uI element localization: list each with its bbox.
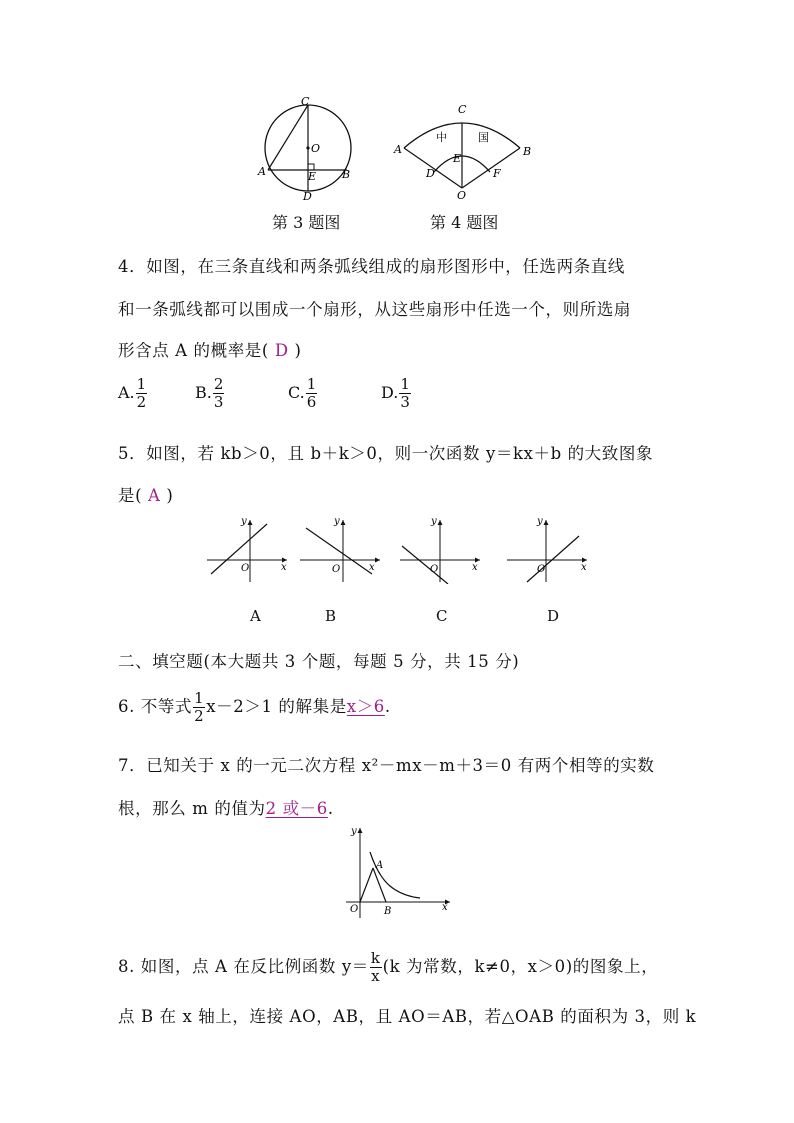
- q4-option-d: [381, 376, 412, 411]
- q8-fraction: [370, 950, 382, 985]
- fraction-numerator: k: [370, 949, 381, 967]
- option-fraction: [306, 376, 318, 411]
- q5-line-1: 5．如图，若 kb＞0，且 b＋k＞0，则一次函数 y＝kx＋b 的大致图象: [118, 444, 654, 463]
- origin-label: O: [241, 563, 250, 574]
- axis-x-label: x: [581, 562, 587, 573]
- fraction-numerator: 1: [136, 375, 147, 393]
- label-E: E: [308, 170, 317, 183]
- q6-text-mid: x－2＞1 的解集是: [206, 697, 347, 716]
- q5-answer: A: [148, 486, 161, 505]
- figure-4-diagram: [390, 100, 540, 200]
- axis-x-label: x: [369, 562, 375, 573]
- axis-x-label: x: [281, 562, 287, 573]
- label-D: D: [426, 167, 435, 180]
- q4-option-a: [118, 376, 148, 411]
- label-guo: 国: [478, 131, 489, 144]
- q7-line-2: [118, 795, 334, 819]
- q4-option-c: [288, 376, 318, 411]
- label-B: B: [384, 906, 392, 917]
- q5-graph-label-a: A: [250, 607, 261, 625]
- fraction-numerator: 2: [213, 375, 224, 393]
- q6-answer: x＞6: [346, 697, 385, 716]
- fraction-denominator: 3: [213, 393, 224, 411]
- option-letter: C.: [288, 383, 305, 402]
- option-fraction: [136, 376, 148, 411]
- q6-fraction: [193, 690, 205, 725]
- q4-line-1: 4．如图，在三条直线和两条弧线组成的扇形图形中，任选两条直线: [118, 257, 625, 276]
- q7-line-2-text: 根，那么 m 的值为: [118, 799, 266, 818]
- fraction-denominator: x: [371, 967, 381, 985]
- figure-4-caption: 第 4 题图: [430, 213, 499, 232]
- fraction-numerator: 1: [306, 375, 317, 393]
- q5-graph-label-d: D: [547, 607, 560, 625]
- axis-y-label: y: [431, 516, 437, 527]
- origin-label: O: [430, 564, 439, 575]
- fraction-denominator: 6: [306, 393, 317, 411]
- figure-8-diagram: [340, 824, 455, 920]
- axis-y-label: y: [351, 826, 357, 837]
- q7-line-1: 7．已知关于 x 的一元二次方程 x²－mx－m＋3＝0 有两个相等的实数: [118, 756, 655, 775]
- q6-text-pre: 6. 不等式: [118, 697, 193, 716]
- q5-graph-a: [205, 512, 295, 584]
- label-zhong: 中: [436, 131, 447, 144]
- fraction-numerator: 1: [194, 689, 205, 707]
- label-A: A: [376, 860, 384, 871]
- q6-line: [118, 690, 391, 725]
- label-A: A: [258, 165, 266, 178]
- label-F: F: [493, 167, 501, 180]
- q4-line-3-close: ): [294, 341, 302, 360]
- label-D: D: [303, 190, 312, 203]
- figure-3-caption: 第 3 题图: [272, 213, 341, 232]
- q5-line-2: [118, 482, 173, 506]
- option-letter: D.: [381, 383, 399, 402]
- q5-line-2-close: ): [166, 486, 174, 505]
- q5-line-2-text: 是(: [118, 486, 143, 505]
- label-A: A: [394, 143, 402, 156]
- option-fraction: [399, 376, 411, 411]
- figure-3-diagram: [250, 96, 370, 206]
- fraction-denominator: 3: [400, 393, 410, 411]
- option-letter: A.: [118, 383, 135, 402]
- q5-graph-label-c: C: [436, 607, 448, 625]
- q8-line-1: [118, 950, 658, 985]
- q4-line-3-text: 形含点 A 的概率是(: [118, 341, 269, 360]
- axis-x-label: x: [472, 562, 478, 573]
- label-O: O: [457, 189, 467, 200]
- q5-graph-d: [505, 512, 595, 584]
- label-C: C: [301, 96, 310, 108]
- q6-text-post: .: [384, 697, 391, 716]
- q4-answer: D: [274, 341, 289, 360]
- label-C: C: [458, 103, 467, 116]
- q7-line-2-post: .: [327, 799, 334, 818]
- q8-text-pre: 8. 如图，点 A 在反比例函数 y＝: [118, 957, 369, 976]
- fraction-denominator: 2: [194, 707, 205, 725]
- q5-graph-label-b: B: [325, 607, 337, 625]
- q4-line-3: [118, 337, 302, 361]
- q8-line-2: 点 B 在 x 轴上，连接 AO，AB，且 AO＝AB，若△OAB 的面积为 3，则 k: [118, 1007, 697, 1026]
- origin-label: O: [537, 564, 546, 575]
- origin-label: O: [350, 904, 359, 915]
- q7-answer: 2 或－6: [265, 799, 328, 818]
- option-fraction: [213, 376, 225, 411]
- axis-y-label: y: [537, 516, 543, 527]
- origin-label: O: [332, 564, 341, 575]
- axis-x-label: x: [442, 902, 448, 913]
- option-letter: B.: [195, 383, 212, 402]
- axis-y-label: y: [241, 516, 247, 527]
- q5-graph-b: [298, 512, 388, 584]
- q8-text-post: (k 为常数，k≠0，x＞0)的图象上，: [382, 957, 659, 976]
- label-E: E: [453, 152, 462, 165]
- section-2-heading: 二、填空题(本大题共 3 个题，每题 5 分，共 15 分): [118, 652, 520, 671]
- fraction-denominator: 2: [136, 393, 147, 411]
- q4-line-2: 和一条弧线都可以围成一个扇形，从这些扇形中任选一个，则所选扇: [118, 300, 631, 319]
- fraction-numerator: 1: [400, 375, 410, 393]
- axis-y-label: y: [334, 516, 340, 527]
- label-B: B: [523, 145, 532, 158]
- q5-graph-c: [398, 512, 488, 584]
- label-O: O: [311, 142, 321, 155]
- label-B: B: [342, 168, 351, 181]
- q4-option-b: [195, 376, 225, 411]
